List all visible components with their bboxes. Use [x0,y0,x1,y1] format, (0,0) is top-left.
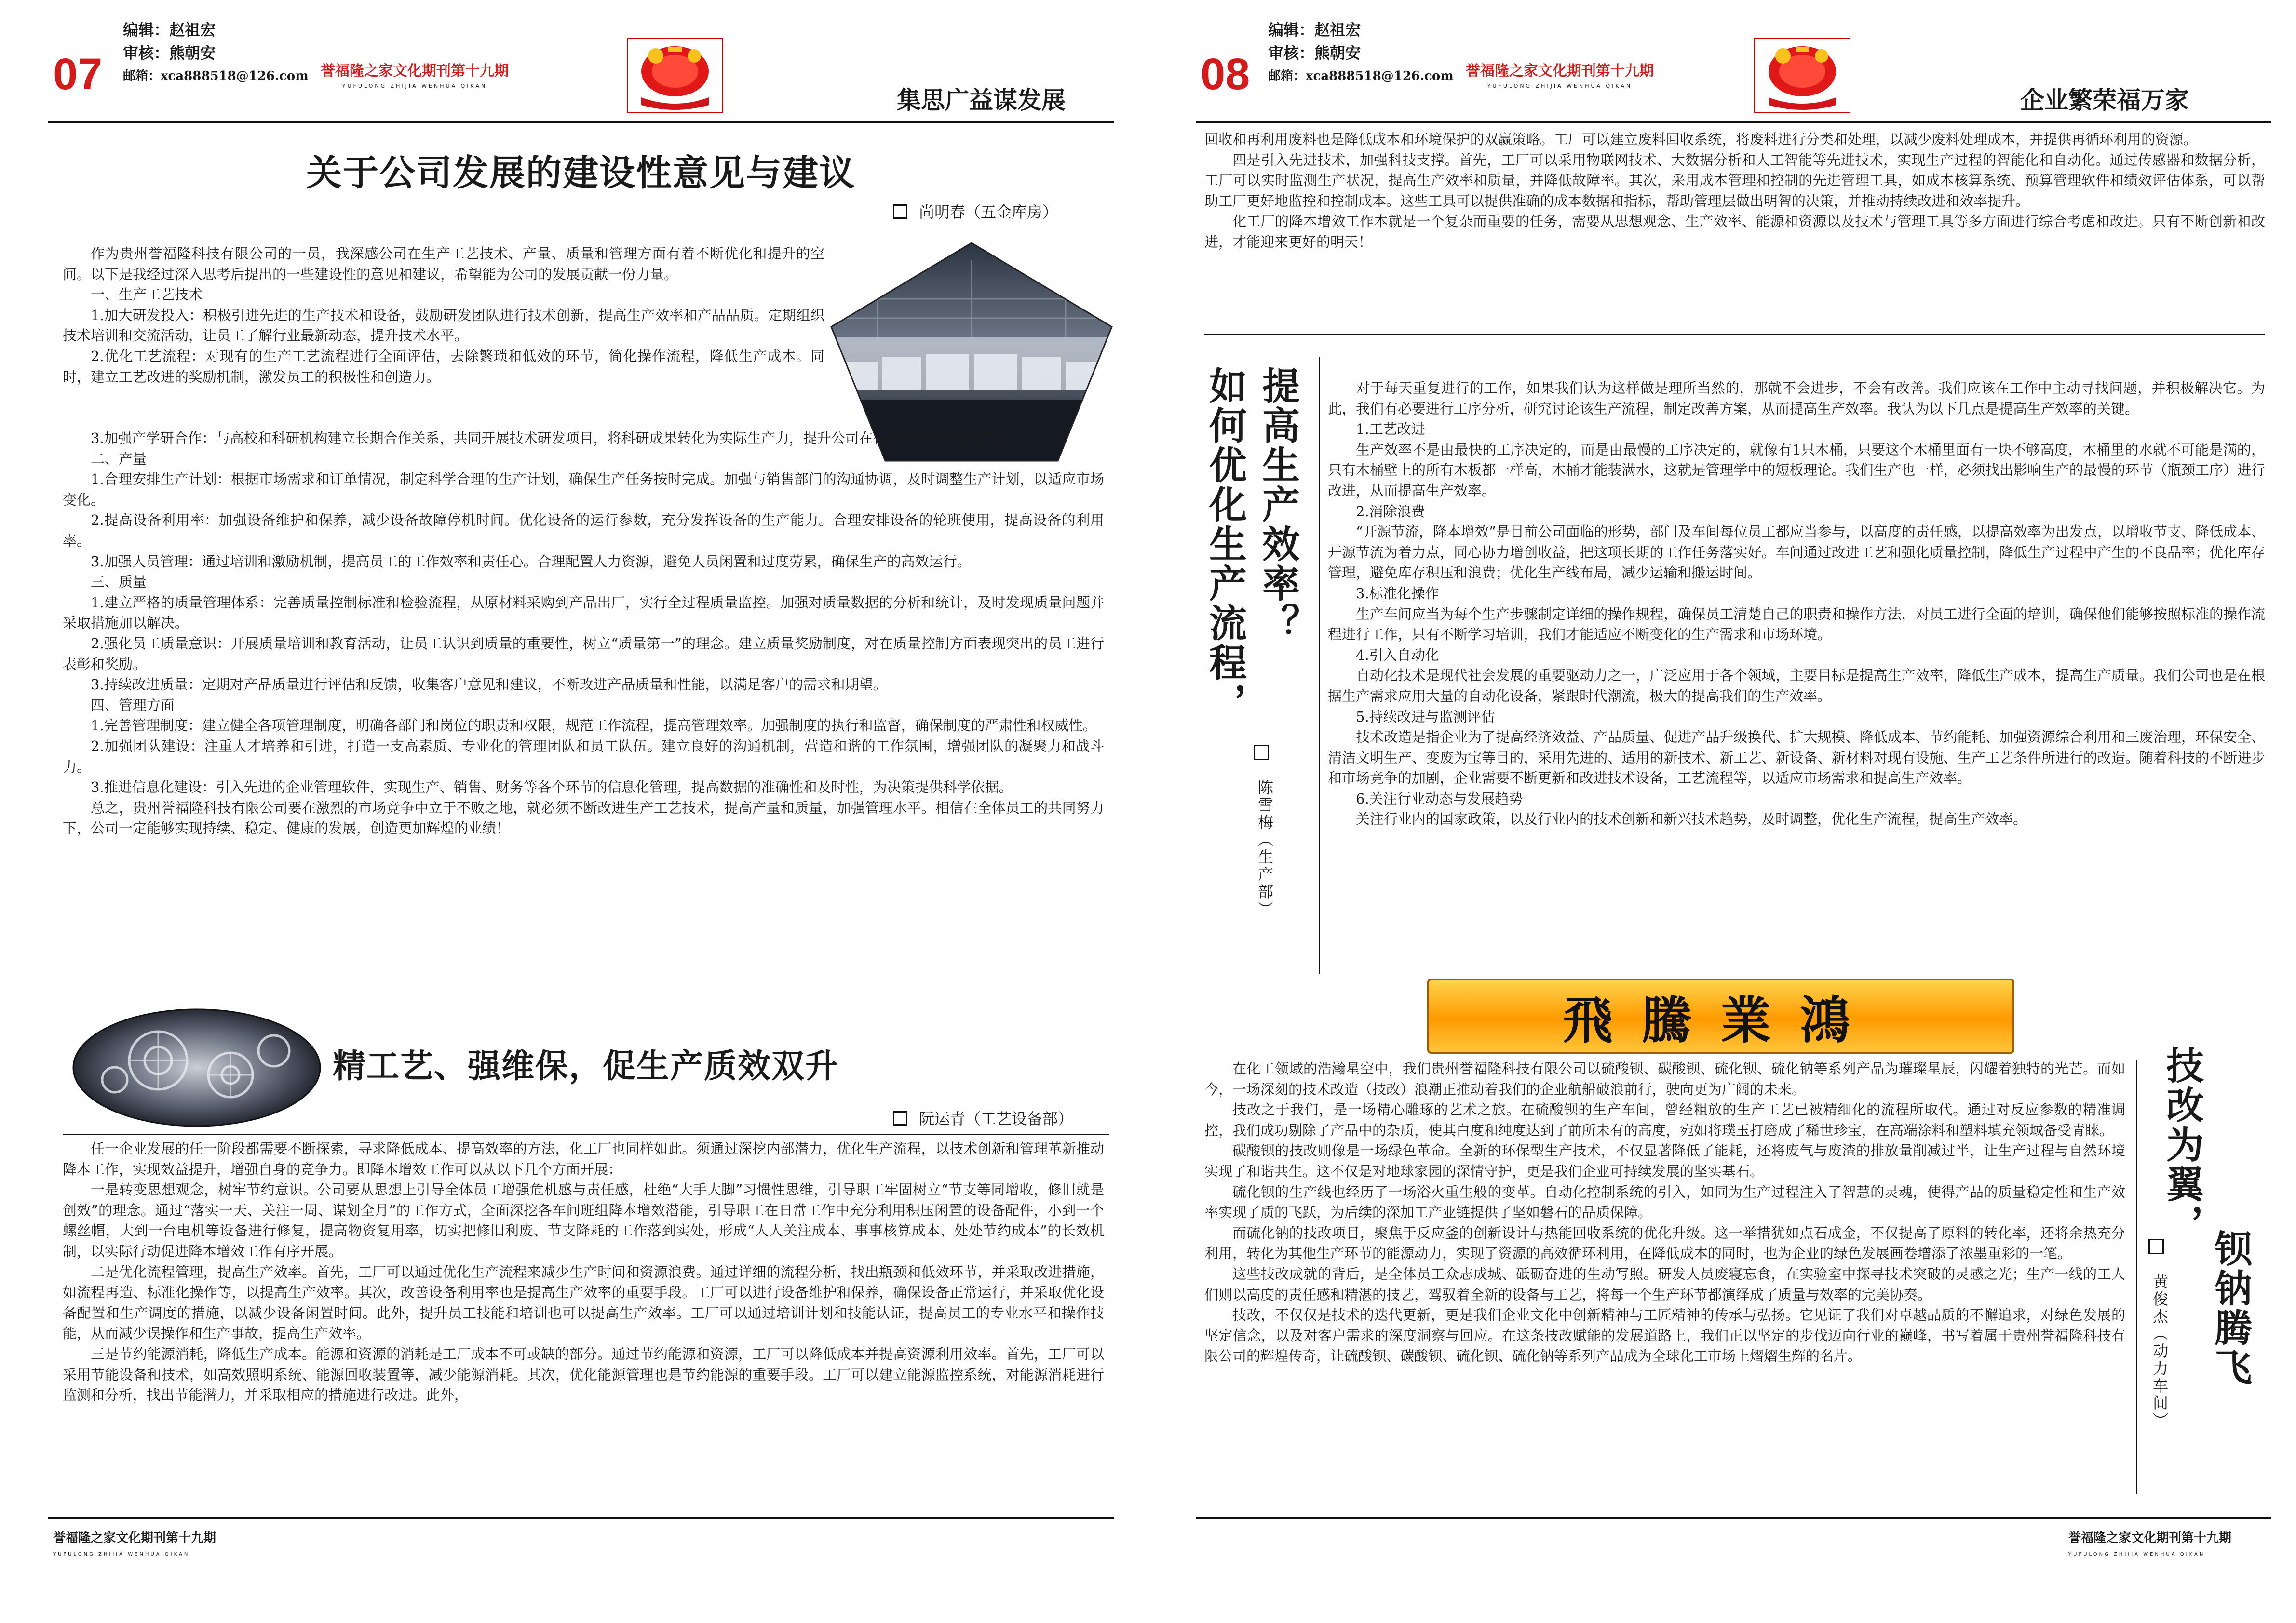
article1-byline [893,200,1058,222]
email-label: 邮箱：xca888518@126.com [1268,69,1454,83]
section-heading: 2.消除浪费 [1356,503,1425,520]
section-heading: 三、质量 [91,574,147,590]
page-08 [1167,0,2296,1623]
masthead [1454,63,1666,89]
paragraph: 技改，不仅仅是技术的迭代更新，更是我们企业文化中创新精神与工匠精神的传承与弘扬。它见证了我们对卓越品质的不懈追求，对绿色发展的坚定信念，以及对客户需求的深度洞察与回应。在这条技改赋能的发展道路上，我们正以坚定的步伐迈向行业的巅峰，书写着属于贵州誉福隆科技有限公司的辉煌传奇，让硫酸钡、碳酸钡、硫化钡、硫化钠等系列产品成为全球化工市场上熠熠生辉的名片。 [1204,1307,2125,1365]
paragraph: 1.完善管理制度：建立健全各项管理制度，明确各部门和岗位的职责和权限，规范工作流程，提高管理效率。加强制度的执行和监督，确保制度的严肃性和权威性。 [91,717,1097,734]
article1-title: 关于公司发展的建设性意见与建议 [306,152,856,194]
byline-box-icon [893,1111,907,1126]
article3-divider [1319,357,1320,974]
paragraph: 回收和再利用废料也是降低成本和环境保护的双赢策略。工厂可以建立废料回收系统，将废料进行分类和处理，以减少废料处理成本，并提供再循环利用的资源。 [1204,131,2198,148]
article3-body [1328,378,2265,830]
paragraph: 技改之于我们，是一场精心雕琢的艺术之旅。在硫酸钡的生产车间，曾经粗放的生产工艺已被精细化的流程所取代。通过对反应参数的精准调控，我们成功剔除了产品中的杂质，使其白度和纯度达到了前所未有的高度，宛如将璞玉打磨成了稀世珍宝，在高端涂料和塑料填充领域备受青睐。 [1204,1101,2125,1139]
article3-author: 陈雪梅（生产部） [1256,779,1274,918]
paragraph: 任一企业发展的任一阶段都需要不断探索，寻求降低成本、提高效率的方法，化工厂也同样如此。须通过深挖内部潜力，优化生产流程，以技术创新和管理革新推动降本工作，实现效益提升，增强自身的竞争力。即降本增效工作可以从以下几个方面开展： [63,1140,1104,1178]
paragraph: 三是节约能源消耗，降低生产成本。能源和资源的消耗是工厂成本不可或缺的部分。通过节约能源和资源，工厂可以降低成本并提高资源利用效率。首先，工厂可以采用节能设备和技术，如高效照明系统、能源回收装置等，减少能源消耗。其次，优化能源管理也是节约能源的重要手段。工厂可以建立能源监控系统，对能源消耗进行监测和分析，找出节能潜力，并采取相应的措施进行改进。此外， [63,1345,1104,1404]
header-rule [48,121,1114,123]
masthead-title: 誉福隆之家文化期刊第十九期 [321,63,509,80]
new-year-ornament-image [627,38,723,113]
article1-author: 尚明春（五金库房） [919,203,1058,221]
paragraph: 1.合理安排生产计划：根据市场需求和订单情况，制定科学合理的生产计划，确保生产任务按时完成。加强与销售部门的沟通协调，及时调整生产计划，以适应市场变化。 [63,471,1104,508]
paragraph: 1.建立严格的质量管理体系：完善质量控制标准和检验流程，从原材料采购到产品出厂，实行全过程质量监控。加强对质量数据的分析和统计，及时发现质量问题并采取措施加以解决。 [63,594,1104,631]
paragraph: 二是优化流程管理，提高生产效率。首先，工厂可以通过优化生产流程来减少生产时间和资源浪费。通过详细的流程分析，找出瓶颈和低效环节，并采取改进措施，如流程再造、标准化操作等，以提高生产效率。其次，改善设备利用率也是提高生产效率的重要手段。工厂可以进行设备维护和保养，确保设备正常运行，并采取优化设备配置和生产调度的措施，以减少设备闲置时间。此外，提升员工技能和培训也可以提高生产效率。工厂可以通过培训计划和技能认证，提高员工的专业水平和操作技能，从而减少误操作和生产事故，提高生产效率。 [63,1263,1104,1342]
paragraph: 3.持续改进质量：定期对产品质量进行评估和反馈，收集客户意见和建议，不断改进产品质量和性能，以满足客户的需求和期望。 [91,676,887,693]
clockwork-gears-icon [71,1007,322,1128]
footer [2068,1528,2231,1557]
header-rule [1196,121,2271,123]
page-number: 07 [53,50,103,99]
paragraph: 作为贵州誉福隆科技有限公司的一员，我深感公司在生产工艺技术、产量、质量和管理方面有着不断优化和提升的空间。以下是我经过深入思考后提出的一些建设性的意见和建议，希望能为公司的发展贡献一份力量。 [63,245,824,282]
paragraph: 一是转变思想观念，树牢节约意识。公司要从思想上引导全体员工增强危机感与责任感，杜绝“大手大脚”习惯性思维，引导职工牢固树立“节支等同增收，修旧就是创效”的理念。通过“落实一天、关注一周、谋划全月”的工作方式，全面深挖各车间班组降本增效潜能，引导职工在日常工作中充分利用积压闲置的设备配件，小到一个螺丝帽，大到一台电机等设备进行修复，提高物资复用率，切实把修旧利废、节支降耗的工作落到实处，形成“人人关注成本、事事核算成本、处处节约成本”的长效机制，以实际行动促进降本增效工作有序开展。 [63,1181,1104,1260]
page-number: 08 [1201,50,1250,99]
article2-author: 阮运青（工艺设备部） [919,1110,1074,1128]
reviewer-label: 审核：熊朝安 [1268,44,1361,62]
byline-box-icon [1254,745,1269,760]
masthead-title: 誉福隆之家文化期刊第十九期 [1466,63,1654,80]
masthead-meta [123,18,309,88]
article4-divider [2136,1060,2137,1494]
article3-title-line1: 提高生产效率？ [1256,366,1300,643]
editor-label: 编辑：赵祖宏 [123,21,216,39]
section-heading: 4.引入自动化 [1356,646,1439,663]
section-heading: 一、生产工艺技术 [91,286,203,303]
article2-byline [893,1107,1073,1129]
article2-title: 精工艺、强维保，促生产质效双升 [333,1047,839,1086]
article1-body [63,428,1104,839]
section-heading: 四、管理方面 [91,697,175,713]
paragraph: 在化工领域的浩瀚星空中，我们贵州誉福隆科技有限公司以硫酸钡、碳酸钡、硫化钡、硫化钠等系列产品为璀璨星辰，闪耀着独特的光芒。而如今，一场深刻的技术改造（技改）浪潮正推动着我们的企业航船破浪前行，驶向更为广阔的未来。 [1204,1060,2125,1098]
section-heading: 1.工艺改进 [1356,421,1425,438]
editor-label: 编辑：赵祖宏 [1268,21,1361,39]
paragraph: 2.强化员工质量意识：开展质量培训和教育活动，让员工认识到质量的重要性，树立“质量第一”的理念。建立质量奖励制度，对在质量控制方面表现突出的员工进行表彰和奖励。 [63,635,1104,672]
footer-subtitle: YUFULONG ZHIJIA WENHUA QIKAN [53,1552,190,1557]
paragraph: 2.提高设备利用率：加强设备维护和保养，减少设备故障停机时间。优化设备的运行参数，充分发挥设备的生产能力。合理安排设备的轮班使用，提高设备的利用率。 [63,512,1104,549]
continued-article [1204,129,2265,253]
paragraph: 生产效率不是由最快的工序决定的，而是由最慢的工序决定的，就像有1只木桶，只要这个木桶里面有一块不够高度，木桶里的水就不可能是满的，只有木桶壁上的所有木板都一样高，木桶才能装满水，这就是管理学中的短板理论。我们生产也一样，必须找出影响生产的最慢的环节（瓶颈工序）进行改进，从而提高生产效率。 [1328,441,2265,499]
paragraph: 化工厂的降本增效工作本就是一个复杂而重要的任务，需要从思想观念、生产效率、能源和资源以及技术与管理工具等多方面进行综合考虑和改进。只有不断创新和改进，才能迎来更好的明天！ [1204,213,2265,250]
paragraph: 总之，贵州誉福隆科技有限公司要在激烈的市场竞争中立于不败之地，就必须不断改进生产工艺技术，提高产量和质量，加强管理水平。相信在全体员工的共同努力下，公司一定能够实现持续、稳定、健康的发展，创造更加辉煌的业绩！ [63,799,1104,837]
section-heading: 二、产量 [91,450,147,467]
paragraph: 1.加大研发投入：积极引进先进的生产技术和设备，鼓励研发团队进行技术创新，提高生产效率和产品品质。定期组织技术培训和交流活动，让员工了解行业最新动态，提升技术水平。 [63,307,824,344]
footer-rule [1196,1517,2271,1519]
paragraph: 2.加强团队建设：注重人才培养和引进，打造一支高素质、专业化的管理团队和员工队伍。建立良好的沟通机制，营造和谐的工作氛围，增强团队的凝聚力和战斗力。 [63,738,1104,775]
paragraph: 四是引入先进技术，加强科技支撑。首先，工厂可以采用物联网技术、大数据分析和人工智能等先进技术，实现生产过程的智能化和自动化。通过传感器和数据分析，工厂可以实时监测生产状况，提高生产效率和质量，并降低故障率。其次，采用成本管理和控制的先进管理工具，如成本核算系统、预算管理软件和绩效评估体系，可以帮助工厂更好地监控和控制成本。这些工具可以提供准确的成本数据和指标，帮助管理层做出明智的决策，并推动持续改进和效率提升。 [1204,151,2265,209]
article4-title-line1: 技改为翼， [2160,1046,2204,1244]
footer-title: 誉福隆之家文化期刊第十九期 [53,1531,216,1545]
gear-mechanism-photo [71,1007,322,1128]
footer [53,1528,216,1557]
paragraph: 这些技改成就的背后，是全体员工众志成城、砥砺奋进的生动写照。研发人员废寝忘食，在实验室中探寻技术突破的灵感之光；生产一线的工人们则以高度的责任感和精湛的技艺，驾驭着全新的设备与工艺，将每一个生产环节都演绎成了质量与效率的完美协奏。 [1204,1265,2125,1303]
footer-rule [48,1517,1114,1519]
lantern-ornament-icon [1754,38,1850,113]
paragraph: 硫化钡的生产线也经历了一场浴火重生般的变革。自动化控制系统的引入，如同为生产过程注入了智慧的灵魂，使得产品的质量稳定性和生产效率实现了质的飞跃，为后续的深加工产业链提供了坚如磐石的品质保障。 [1204,1183,2125,1221]
section-heading: 5.持续改进与监测评估 [1356,708,1495,725]
paragraph: “开源节流，降本增效”是目前公司面临的形势，部门及车间每位员工都应当参与，以高度的责任感，以提高效率为出发点，以增收节支、降低成本、开源节流为着力点，同心协力增创收益，把这项长期的工作任务落实好。车间通过改进工艺和强化质量控制，降低生产过程中产生的不良品率；优化库存管理，避免库存积压和浪费；优化生产线布局，减少运输和搬运时间。 [1328,523,2265,581]
article3-title [1196,366,1302,945]
paragraph: 2.优化工艺流程：对现有的生产工艺流程进行全面评估，去除繁琐和低效的环节，简化操作流程，降低生产成本。同时，建立工艺改进的奖励机制，激发员工的积极性和创造力。 [63,348,824,385]
paragraph: 3.推进信息化建设：引入先进的企业管理软件，实现生产、销售、财务等各个环节的信息化管理，提高数据的准确性和及时性，为决策提供科学依据。 [91,779,1013,796]
paragraph: 碳酸钡的技改则像是一场绿色革命。全新的环保型生产技术，不仅显著降低了能耗，还将废气与废渣的排放量削减过半，让生产过程与自然环境实现了和谐共生。这不仅是对地球家园的深情守护，更是我们企业可持续发展的坚实基石。 [1204,1142,2125,1180]
byline-box-icon [893,204,907,219]
footer-title: 誉福隆之家文化期刊第十九期 [2068,1531,2232,1545]
reviewer-label: 审核：熊朝安 [123,44,216,62]
masthead [309,63,521,89]
article4-byline [2148,1239,2171,1432]
lantern-ornament-icon [627,38,723,113]
paragraph: 对于每天重复进行的工作，如果我们认为这样做是理所当然的，那就不会进步，不会有改善。我们应该在工作中主动寻找问题，并积极解决它。为此，我们有必要进行工序分析，研究讨论该生产流程，制定改善方案，从而提高生产效率。我认为以下几点是提高生产效率的关键。 [1328,380,2265,417]
paragraph: 技术改造是指企业为了提高经济效益、产品质量、促进产品升级换代、扩大规模、降低成本、节约能耗、加强资源综合利用和三废治理，环保安全、清洁文明生产、变废为宝等目的，采用先进的、适用的新技术、新工艺、新设备、新材料对现有设施、生产工艺条件所进行的改造。随着科技的不断进步和市场竞争的加剧，企业需要不断更新和改进技术设备，工艺流程等，以适应市场需求和提高生产效率。 [1328,729,2265,787]
article4-body [1204,1059,2125,1367]
column-slogan: 集思广益谋发展 [897,86,1066,114]
article4-title-line2: 钡钠腾飞 [2208,1229,2252,1387]
article1-intro [63,243,824,387]
article4-author: 黄俊杰（动力车间） [2150,1274,2169,1430]
byline-box-icon [2148,1239,2164,1254]
section-heading: 3.标准化操作 [1356,585,1439,602]
paragraph: 而硫化钠的技改项目，聚焦于反应釜的创新设计与热能回收系统的优化升级。这一举措犹如点石成金，不仅提高了原料的转化率，还将余热充分利用，转化为其他生产环节的能源动力，实现了资源的高效循环利用，在降低成本的同时，也为企业的绿色发展画卷增添了浓墨重彩的一笔。 [1204,1224,2125,1262]
article2-rule [63,1134,1109,1135]
calligraphy-banner: 飛騰業鴻 [1427,979,2014,1054]
paragraph: 3.加强产学研合作：与高校和科研机构建立长期合作关系，共同开展技术研发项目，将科研成果转化为实际生产力，提升公司在行业内的技术竞争力。 [91,430,1013,446]
footer-subtitle: YUFULONG ZHIJIA WENHUA QIKAN [2068,1552,2205,1557]
paragraph: 3.加强人员管理：通过培训和激励机制，提高员工的工作效率和责任心。合理配置人力资源，避免人员闲置和过度劳累，确保生产的高效运行。 [91,553,971,570]
paragraph: 自动化技术是现代社会发展的重要驱动力之一，广泛应用于各个领域，主要目标是提高生产效率，降低生产成本，提高生产质量。我们公司也是在根据生产需求应用大量的自动化设备，紧跟时代潮流，极大的提高我们的生产效率。 [1328,667,2265,704]
article2-body [63,1139,1104,1406]
paragraph: 关注行业内的国家政策，以及行业内的技术创新和新兴技术趋势，及时调整，优化生产流程，提高生产效率。 [1356,811,2027,828]
email-label: 邮箱：xca888518@126.com [123,69,309,83]
page-07 [0,0,1138,1623]
masthead-subtitle: YUFULONG ZHIJIA WENHUA QIKAN [1487,83,1633,89]
section-heading: 6.关注行业动态与发展趋势 [1356,790,1523,807]
article3-title-line2: 如何优化生产流程， [1203,366,1247,722]
column-slogan: 企业繁荣福万家 [2020,86,2189,114]
new-year-ornament-image [1754,38,1850,113]
masthead-meta [1268,18,1454,88]
paragraph: 生产车间应当为每个生产步骤制定详细的操作规程，确保员工清楚自己的职责和操作方法，对员工进行全面的培训，确保他们能够按照标准的操作流程进行工作，只有不断学习培训，我们才能适应不断变化的生产需求和市场环境。 [1328,605,2265,643]
masthead-subtitle: YUFULONG ZHIJIA WENHUA QIKAN [342,83,487,89]
section-rule [1204,334,2265,335]
article3-byline [1254,745,1276,920]
